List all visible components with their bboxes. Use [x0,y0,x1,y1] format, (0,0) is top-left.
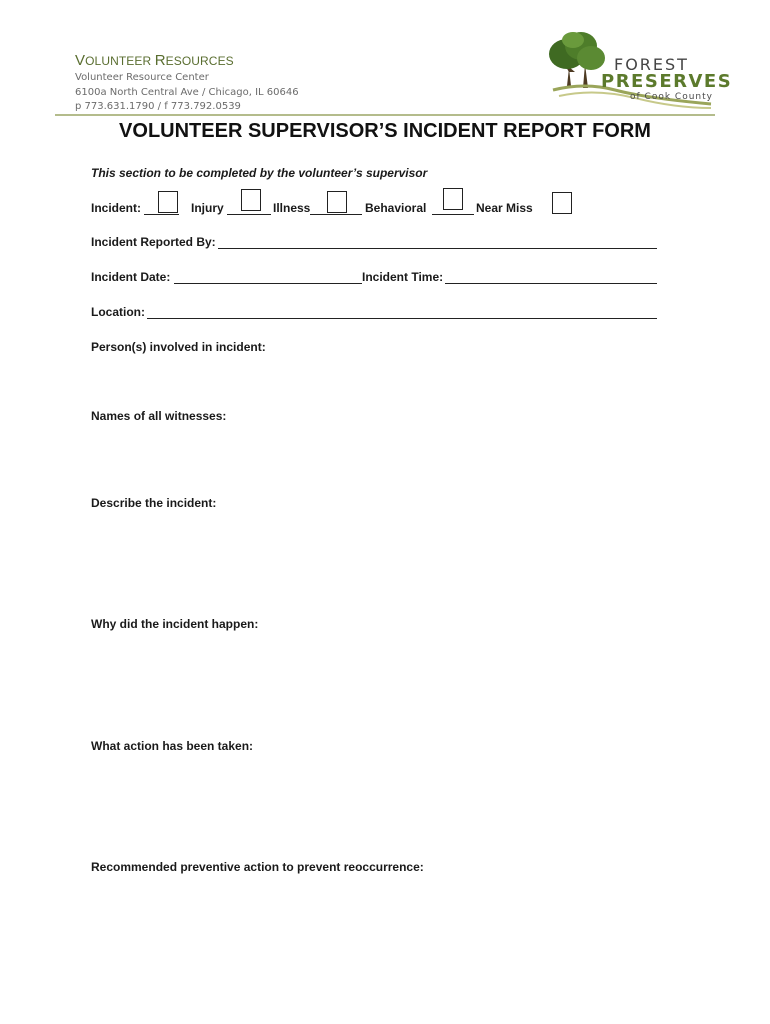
logo-preserves: PRESERVES [601,71,733,92]
reported-by-label: Incident Reported By: [91,235,216,249]
illness-checkbox[interactable] [241,189,261,211]
phone-fax: p 773.631.1790 / f 773.792.0539 [75,101,241,112]
near-miss-underline [432,214,474,215]
date-label: Incident Date: [91,270,171,284]
location-label: Location: [91,305,145,319]
describe-label: Describe the incident: [91,496,217,510]
persons-involved-label: Person(s) involved in incident: [91,340,266,354]
reported-by-field[interactable] [218,248,657,249]
org-title-olunteer: OLUNTEER [85,54,155,68]
witnesses-label: Names of all witnesses: [91,409,227,423]
form-title: VOLUNTEER SUPERVISOR’S INCIDENT REPORT FORM [119,120,651,142]
illness-label: Illness [273,201,311,215]
injury-label: Injury [191,201,224,215]
address: 6100a North Central Ave / Chicago, IL 60646 [75,87,299,98]
center-name: Volunteer Resource Center [75,72,209,83]
near-miss-label: Near Miss [476,201,533,215]
header-divider [55,114,715,116]
logo-cook-county: of Cook County [630,92,713,102]
preventive-action-label: Recommended preventive action to prevent reoccurrence: [91,860,424,874]
behavioral-underline [310,214,362,215]
injury-underline [144,214,179,215]
time-field[interactable] [445,283,657,284]
section-note: This section to be completed by the volunteer’s supervisor [91,166,428,180]
action-taken-label: What action has been taken: [91,739,254,753]
org-title-v: V [75,52,86,69]
extra-checkbox[interactable] [552,192,572,214]
date-field[interactable] [174,283,362,284]
why-label: Why did the incident happen: [91,617,259,631]
location-field[interactable] [147,318,657,319]
injury-checkbox[interactable] [158,191,178,213]
org-title-esources: ESOURCES [165,54,234,68]
behavioral-label: Behavioral [365,201,427,215]
illness-underline [227,214,271,215]
time-label: Incident Time: [362,270,444,284]
behavioral-checkbox[interactable] [327,191,347,213]
near-miss-checkbox[interactable] [443,188,463,210]
org-title [75,52,234,69]
incident-label: Incident: [91,201,141,215]
org-title-r: R [154,52,166,69]
logo-forest: FOREST [614,55,689,74]
